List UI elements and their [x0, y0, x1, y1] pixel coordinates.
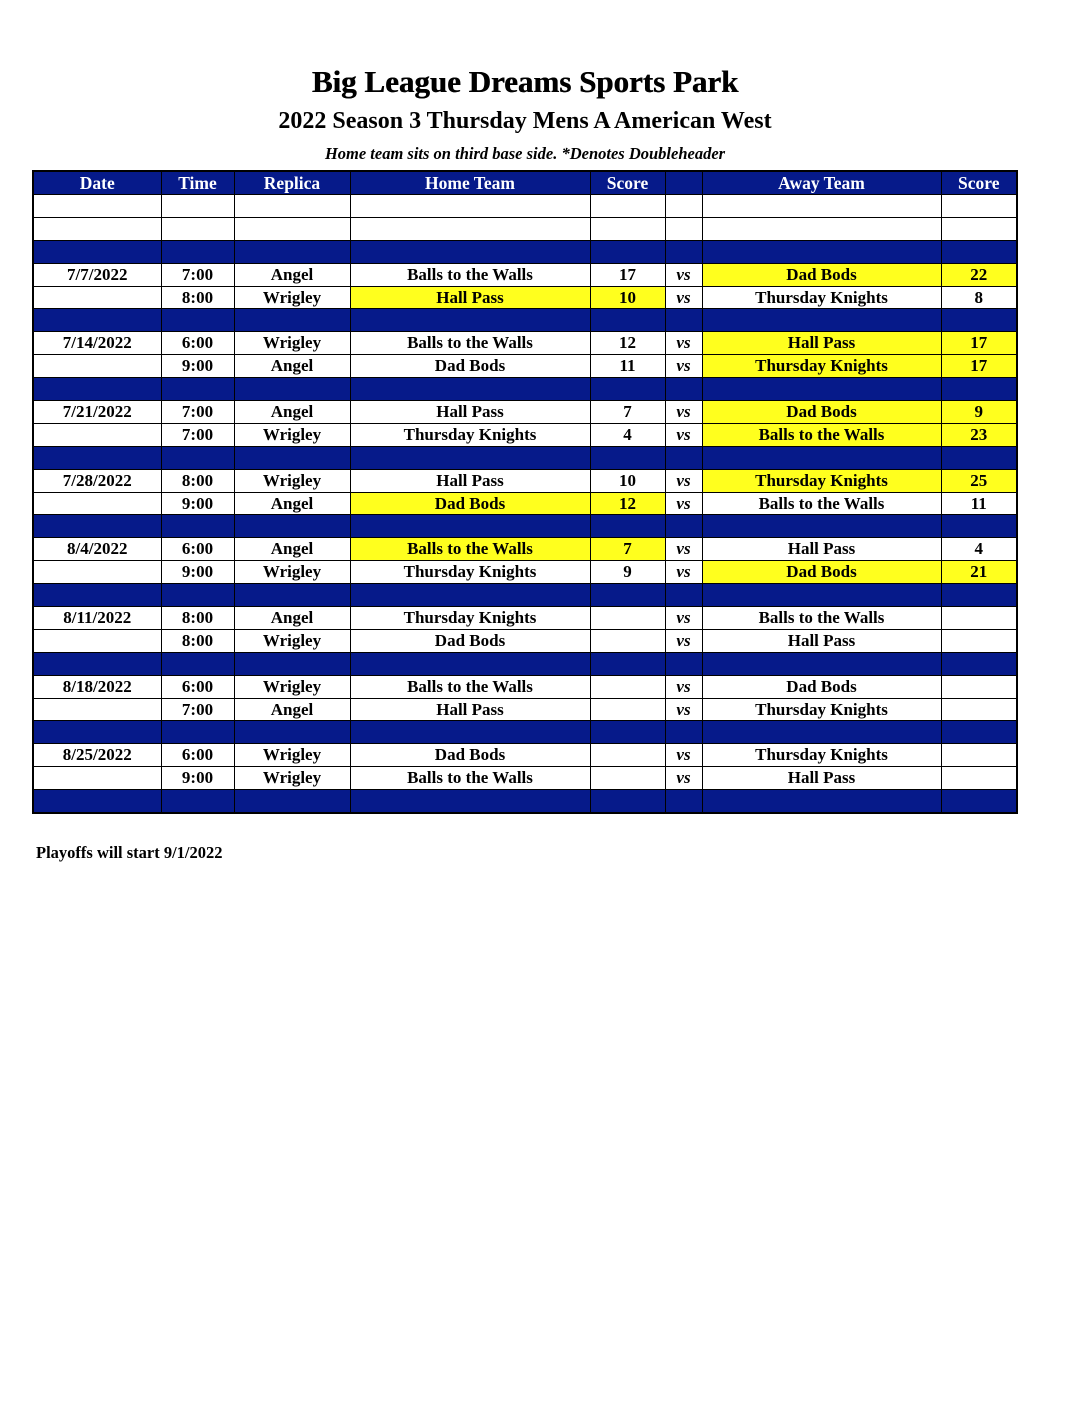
separator-cell — [702, 721, 941, 744]
separator-cell — [665, 240, 702, 263]
away-score: 21 — [941, 561, 1017, 584]
separator-cell — [665, 790, 702, 813]
page-subtitle: 2022 Season 3 Thursday Mens A American West — [278, 108, 772, 134]
separator-cell — [161, 378, 234, 401]
game-field: Wrigley — [234, 767, 350, 790]
separator-cell — [590, 240, 665, 263]
game-date — [33, 423, 161, 446]
separator-cell — [234, 240, 350, 263]
separator-cell — [161, 584, 234, 607]
game-row — [33, 469, 1017, 492]
game-field: Wrigley — [234, 561, 350, 584]
home-score — [590, 607, 665, 630]
home-score — [590, 767, 665, 790]
separator-cell — [941, 584, 1017, 607]
separator-cell — [590, 790, 665, 813]
game-row — [33, 744, 1017, 767]
game-row — [33, 423, 1017, 446]
game-time: 9:00 — [161, 492, 234, 515]
vs-label: vs — [665, 401, 702, 424]
separator-cell — [350, 309, 590, 332]
separator-row — [33, 446, 1017, 469]
separator-cell — [941, 515, 1017, 538]
vs-label: vs — [665, 675, 702, 698]
separator-cell — [590, 721, 665, 744]
home-team: Hall Pass — [350, 286, 590, 309]
home-team: Dad Bods — [350, 744, 590, 767]
separator-row — [33, 652, 1017, 675]
game-row — [33, 675, 1017, 698]
separator-cell — [33, 652, 161, 675]
game-field: Wrigley — [234, 675, 350, 698]
vs-label: vs — [665, 629, 702, 652]
game-field: Angel — [234, 607, 350, 630]
away-team: Thursday Knights — [702, 698, 941, 721]
home-score — [590, 744, 665, 767]
separator-cell — [234, 652, 350, 675]
game-time: 8:00 — [161, 629, 234, 652]
game-field: Wrigley — [234, 629, 350, 652]
separator-cell — [350, 378, 590, 401]
away-team: Balls to the Walls — [702, 423, 941, 446]
vs-label: vs — [665, 492, 702, 515]
away-score — [941, 744, 1017, 767]
separator-cell — [161, 446, 234, 469]
separator-cell — [590, 515, 665, 538]
separator-cell — [234, 790, 350, 813]
separator-cell — [33, 584, 161, 607]
home-team: Balls to the Walls — [350, 767, 590, 790]
game-time: 6:00 — [161, 744, 234, 767]
separator-row — [33, 584, 1017, 607]
away-score: 17 — [941, 355, 1017, 378]
game-field: Angel — [234, 401, 350, 424]
vs-label: vs — [665, 767, 702, 790]
home-score: 4 — [590, 423, 665, 446]
away-team: Dad Bods — [702, 401, 941, 424]
away-score: 11 — [941, 492, 1017, 515]
game-row — [33, 492, 1017, 515]
separator-cell — [702, 515, 941, 538]
away-score: 9 — [941, 401, 1017, 424]
game-row — [33, 538, 1017, 561]
header-row — [33, 171, 1017, 195]
game-field: Wrigley — [234, 744, 350, 767]
away-team: Thursday Knights — [702, 355, 941, 378]
game-date: 8/4/2022 — [33, 538, 161, 561]
home-team: Hall Pass — [350, 698, 590, 721]
game-date: 7/21/2022 — [33, 401, 161, 424]
away-team: Thursday Knights — [702, 744, 941, 767]
col-header-vs — [665, 171, 702, 195]
home-score — [590, 675, 665, 698]
game-row — [33, 629, 1017, 652]
away-score: 4 — [941, 538, 1017, 561]
vs-label: vs — [665, 561, 702, 584]
game-field: Wrigley — [234, 332, 350, 355]
game-field: Wrigley — [234, 286, 350, 309]
game-row — [33, 263, 1017, 286]
game-row — [33, 767, 1017, 790]
home-score: 10 — [590, 469, 665, 492]
separator-cell — [234, 515, 350, 538]
home-team: Hall Pass — [350, 401, 590, 424]
separator-cell — [665, 721, 702, 744]
separator-cell — [665, 584, 702, 607]
home-score: 7 — [590, 401, 665, 424]
col-header-away-score: Score — [941, 171, 1017, 195]
separator-cell — [590, 652, 665, 675]
game-time: 7:00 — [161, 423, 234, 446]
away-team: Dad Bods — [702, 263, 941, 286]
separator-cell — [161, 652, 234, 675]
vs-label: vs — [665, 423, 702, 446]
separator-cell — [33, 378, 161, 401]
separator-cell — [161, 309, 234, 332]
away-team: Hall Pass — [702, 332, 941, 355]
separator-cell — [702, 446, 941, 469]
away-score — [941, 767, 1017, 790]
separator-cell — [234, 378, 350, 401]
schedule-body — [33, 195, 1017, 814]
away-score — [941, 629, 1017, 652]
separator-cell — [665, 378, 702, 401]
page-title: Big League Dreams Sports Park — [311, 64, 739, 99]
separator-cell — [665, 446, 702, 469]
vs-label: vs — [665, 607, 702, 630]
separator-cell — [33, 515, 161, 538]
home-team: Dad Bods — [350, 355, 590, 378]
separator-cell — [590, 378, 665, 401]
away-team: Balls to the Walls — [702, 492, 941, 515]
away-score: 8 — [941, 286, 1017, 309]
col-header-date: Date — [33, 171, 161, 195]
separator-cell — [941, 790, 1017, 813]
game-time: 9:00 — [161, 767, 234, 790]
separator-cell — [234, 309, 350, 332]
home-team: Balls to the Walls — [350, 538, 590, 561]
separator-cell — [702, 378, 941, 401]
separator-cell — [33, 721, 161, 744]
separator-cell — [941, 721, 1017, 744]
home-score: 11 — [590, 355, 665, 378]
separator-row — [33, 721, 1017, 744]
game-row — [33, 401, 1017, 424]
separator-cell — [33, 790, 161, 813]
game-time: 8:00 — [161, 286, 234, 309]
home-score: 17 — [590, 263, 665, 286]
game-row — [33, 355, 1017, 378]
away-score: 17 — [941, 332, 1017, 355]
blank-row — [33, 217, 1017, 240]
vs-label: vs — [665, 698, 702, 721]
separator-cell — [350, 515, 590, 538]
game-row — [33, 698, 1017, 721]
schedule-table — [32, 170, 1018, 814]
separator-cell — [941, 652, 1017, 675]
away-score: 22 — [941, 263, 1017, 286]
separator-cell — [702, 584, 941, 607]
separator-row — [33, 790, 1017, 813]
separator-cell — [941, 378, 1017, 401]
vs-label: vs — [665, 538, 702, 561]
game-field: Angel — [234, 538, 350, 561]
away-score — [941, 607, 1017, 630]
separator-cell — [234, 584, 350, 607]
game-time: 7:00 — [161, 698, 234, 721]
separator-row — [33, 515, 1017, 538]
home-team: Balls to the Walls — [350, 263, 590, 286]
game-date — [33, 767, 161, 790]
game-time: 7:00 — [161, 263, 234, 286]
blank-row — [33, 195, 1017, 218]
game-field: Angel — [234, 698, 350, 721]
game-time: 7:00 — [161, 401, 234, 424]
away-team: Hall Pass — [702, 629, 941, 652]
home-team: Balls to the Walls — [350, 675, 590, 698]
separator-cell — [234, 721, 350, 744]
game-date: 7/14/2022 — [33, 332, 161, 355]
game-date: 7/28/2022 — [33, 469, 161, 492]
away-score — [941, 698, 1017, 721]
home-team: Thursday Knights — [350, 423, 590, 446]
separator-cell — [665, 515, 702, 538]
vs-label: vs — [665, 744, 702, 767]
vs-label: vs — [665, 286, 702, 309]
game-time: 8:00 — [161, 469, 234, 492]
game-time: 9:00 — [161, 355, 234, 378]
away-team: Thursday Knights — [702, 286, 941, 309]
game-date — [33, 561, 161, 584]
home-score: 10 — [590, 286, 665, 309]
game-row — [33, 286, 1017, 309]
separator-cell — [702, 309, 941, 332]
separator-cell — [941, 240, 1017, 263]
game-date — [33, 629, 161, 652]
schedule-note: Home team sits on third base side. *Denotes Doubleheader — [324, 144, 726, 163]
col-header-home-score: Score — [590, 171, 665, 195]
game-date — [33, 698, 161, 721]
game-date — [33, 492, 161, 515]
game-date — [33, 286, 161, 309]
away-team: Dad Bods — [702, 675, 941, 698]
game-time: 9:00 — [161, 561, 234, 584]
separator-cell — [350, 790, 590, 813]
separator-cell — [350, 446, 590, 469]
game-time: 6:00 — [161, 675, 234, 698]
game-time: 8:00 — [161, 607, 234, 630]
col-header-away-team: Away Team — [702, 171, 941, 195]
home-score — [590, 698, 665, 721]
game-date: 8/25/2022 — [33, 744, 161, 767]
col-header-time: Time — [161, 171, 234, 195]
home-score: 12 — [590, 332, 665, 355]
away-score: 25 — [941, 469, 1017, 492]
game-date: 8/18/2022 — [33, 675, 161, 698]
separator-cell — [350, 240, 590, 263]
separator-cell — [941, 446, 1017, 469]
vs-label: vs — [665, 332, 702, 355]
separator-cell — [234, 446, 350, 469]
separator-cell — [161, 240, 234, 263]
separator-cell — [702, 652, 941, 675]
separator-cell — [702, 240, 941, 263]
separator-row — [33, 309, 1017, 332]
separator-cell — [161, 721, 234, 744]
vs-label: vs — [665, 469, 702, 492]
home-team: Dad Bods — [350, 492, 590, 515]
separator-cell — [161, 790, 234, 813]
separator-cell — [33, 446, 161, 469]
playoffs-note: Playoffs will start 9/1/2022 — [36, 843, 223, 862]
away-team: Dad Bods — [702, 561, 941, 584]
separator-cell — [590, 309, 665, 332]
vs-label: vs — [665, 355, 702, 378]
separator-cell — [33, 309, 161, 332]
home-score — [590, 629, 665, 652]
separator-cell — [350, 721, 590, 744]
game-date — [33, 355, 161, 378]
separator-cell — [33, 240, 161, 263]
game-row — [33, 332, 1017, 355]
game-time: 6:00 — [161, 538, 234, 561]
separator-cell — [350, 584, 590, 607]
home-score: 9 — [590, 561, 665, 584]
separator-cell — [665, 309, 702, 332]
separator-cell — [590, 584, 665, 607]
game-field: Wrigley — [234, 423, 350, 446]
vs-label: vs — [665, 263, 702, 286]
game-time: 6:00 — [161, 332, 234, 355]
col-header-replica: Replica — [234, 171, 350, 195]
game-field: Wrigley — [234, 469, 350, 492]
home-team: Thursday Knights — [350, 607, 590, 630]
home-team: Thursday Knights — [350, 561, 590, 584]
game-date: 7/7/2022 — [33, 263, 161, 286]
separator-cell — [665, 652, 702, 675]
game-field: Angel — [234, 492, 350, 515]
separator-cell — [590, 446, 665, 469]
home-score: 12 — [590, 492, 665, 515]
game-field: Angel — [234, 263, 350, 286]
separator-row — [33, 378, 1017, 401]
game-row — [33, 561, 1017, 584]
away-team: Hall Pass — [702, 767, 941, 790]
separator-cell — [702, 790, 941, 813]
separator-row — [33, 240, 1017, 263]
away-team: Hall Pass — [702, 538, 941, 561]
away-score — [941, 675, 1017, 698]
col-header-home-team: Home Team — [350, 171, 590, 195]
away-team: Balls to the Walls — [702, 607, 941, 630]
separator-cell — [161, 515, 234, 538]
home-score: 7 — [590, 538, 665, 561]
home-team: Balls to the Walls — [350, 332, 590, 355]
game-field: Angel — [234, 355, 350, 378]
separator-cell — [350, 652, 590, 675]
away-team: Thursday Knights — [702, 469, 941, 492]
away-score: 23 — [941, 423, 1017, 446]
home-team: Hall Pass — [350, 469, 590, 492]
home-team: Dad Bods — [350, 629, 590, 652]
game-row — [33, 607, 1017, 630]
separator-cell — [941, 309, 1017, 332]
game-date: 8/11/2022 — [33, 607, 161, 630]
